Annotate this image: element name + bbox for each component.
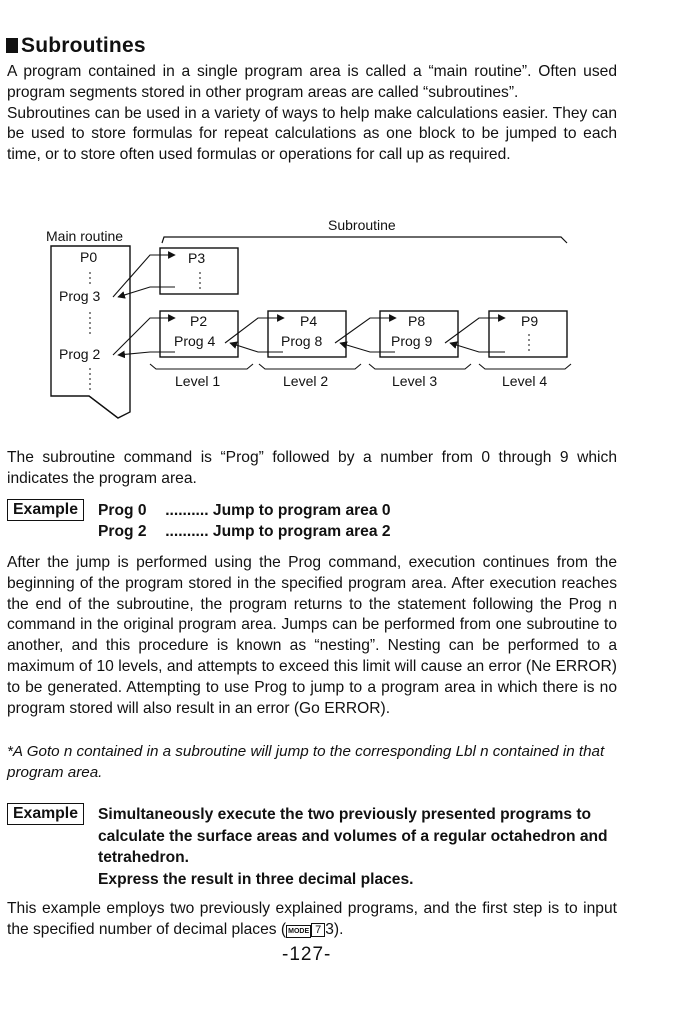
example-1-cmd-1: Prog 0 — [98, 502, 147, 519]
example-2-badge — [7, 803, 84, 825]
p3-label: P3 — [188, 250, 206, 266]
section-heading — [6, 34, 146, 58]
closing-paragraph — [7, 899, 617, 941]
main-p0-label: P0 — [80, 249, 98, 265]
level-3-label: Level 3 — [392, 373, 438, 389]
subroutine-command-text — [7, 448, 617, 490]
p4-prog-label: Prog 8 — [281, 333, 323, 349]
main-prog2-label: Prog 2 — [59, 346, 101, 362]
closing-text — [7, 899, 617, 941]
note-text — [7, 741, 619, 783]
subroutine-label: Subroutine — [328, 217, 396, 233]
level-4-label: Level 4 — [502, 373, 548, 389]
p9-label: P9 — [521, 313, 539, 329]
p2-prog-label: Prog 4 — [174, 333, 216, 349]
seven-key-icon: 7 — [311, 923, 325, 937]
closing-text-before: This example employs two previously explained programs, and the first step is to input the specified number of decimal places ( — [7, 900, 617, 938]
example-1-dots-2: .......... — [165, 523, 209, 540]
example-2-label: Example — [7, 803, 84, 825]
closing-text-after: 3). — [325, 920, 344, 938]
intro-paragraph-2: Subroutines can be used in a variety of ways to help make calculations easier. They can be used to store formulas for repeat calculations as one block to be jumped to each time, or to store often used formulas or operations for call up as required. — [7, 104, 617, 164]
level-2-label: Level 2 — [283, 373, 329, 389]
body-text — [7, 553, 617, 719]
p2-label: P2 — [190, 313, 208, 329]
subroutine-command-paragraph: The subroutine command is “Prog” followed by a number from 0 through 9 which indicates the program area. — [7, 449, 617, 487]
p8-label: P8 — [408, 313, 426, 329]
page-number: -127- — [282, 944, 332, 965]
example-1-label: Example — [7, 499, 84, 521]
mode-key-icon: MODE — [286, 925, 311, 938]
example-2-line-2: Express the result in three decimal places. — [98, 870, 414, 888]
p8-prog-label: Prog 9 — [391, 333, 433, 349]
intro-paragraph-1: A program contained in a single program area is called a “main routine”. Often used program segments stored in other program areas are called “subroutines”. — [7, 63, 617, 101]
main-routine-label: Main routine — [46, 228, 124, 244]
example-1-badge — [7, 499, 84, 521]
example-1-desc-2: Jump to program area 2 — [212, 523, 391, 540]
example-1-line-1 — [98, 500, 391, 522]
note-paragraph: *A Goto n contained in a subroutine will jump to the corresponding Lbl n contained in that program area. — [7, 743, 605, 781]
level-1-label: Level 1 — [175, 373, 221, 389]
example-1-line-2 — [98, 521, 391, 543]
example-1-desc-1: Jump to program area 0 — [212, 502, 391, 519]
example-2-line-1: Simultaneously execute the two previously presented programs to calculate the surface areas and volumes of a regular octahedron and tetrahedron. — [98, 806, 608, 866]
nesting-diagram — [0, 212, 681, 422]
heading-text: Subroutines — [21, 34, 146, 57]
subroutine-bracket — [162, 237, 567, 243]
example-1-cmd-2: Prog 2 — [98, 523, 147, 540]
p4-label: P4 — [300, 313, 318, 329]
example-1-dots-1: .......... — [165, 502, 209, 519]
intro-text — [7, 62, 617, 166]
body-paragraph: After the jump is performed using the Prog command, execution continues from the beginning of the program stored in the specified program area. After execution reaches the end of the subroutine, the program returns to the statement following the Prog n command in the original program area. Jumps can be performed from one subroutine to another, and this procedure is known as “nesting”. Nesting can be performed to a maximum of 10 levels, and attempts to exceed this limit will cause an error (Ne ERROR) to be generated. Attempting to use Prog to jump to a program area in which there is no program stored will also result in an error (Go ERROR). — [7, 554, 617, 717]
main-prog3-label: Prog 3 — [59, 288, 101, 304]
heading-bullet-icon — [6, 38, 18, 53]
example-2-text — [98, 804, 620, 890]
